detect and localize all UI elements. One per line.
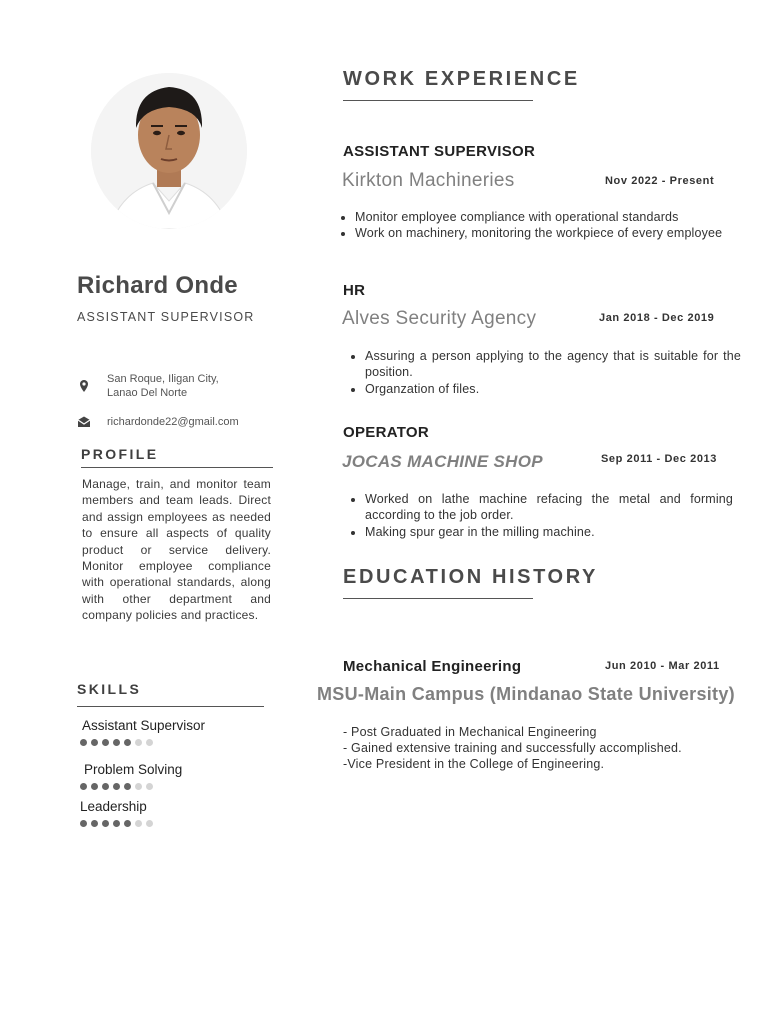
list-item: • Monitor employee compliance with operational standards — [355, 209, 733, 225]
rating-dot-filled — [91, 820, 98, 827]
rating-dot-empty — [146, 783, 153, 790]
job-bullets — [353, 491, 733, 540]
skill-rating — [80, 739, 153, 746]
rating-dot-filled — [91, 783, 98, 790]
education-dates: Jun 2010 - Mar 2011 — [605, 660, 720, 672]
person-title: ASSISTANT SUPERVISOR — [77, 310, 255, 324]
address-line-1: San Roque, Iligan City, — [107, 373, 219, 385]
rating-dot-filled — [102, 739, 109, 746]
email-link[interactable]: richardonde22@gmail.com — [107, 416, 239, 428]
address-line-2: Lanao Del Norte — [107, 387, 188, 399]
skill-item — [82, 718, 205, 733]
rating-dot-filled — [91, 739, 98, 746]
rating-dot-filled — [113, 783, 120, 790]
job-dates: Jan 2018 - Dec 2019 — [599, 312, 715, 324]
rating-dot-filled — [102, 783, 109, 790]
rating-dot-filled — [124, 739, 131, 746]
map-pin-icon — [77, 379, 91, 398]
list-item: • Work on machinery, monitoring the workpiece of every employee — [355, 225, 733, 241]
skill-name: Problem Solving — [84, 762, 183, 777]
education-heading: EDUCATION HISTORY — [343, 566, 598, 588]
education-detail-line: - Gained extensive training and successfully accomplished. — [343, 741, 682, 756]
rating-dot-empty — [135, 739, 142, 746]
job-title: ASSISTANT SUPERVISOR — [343, 143, 536, 160]
rating-dot-filled — [80, 739, 87, 746]
skill-name: Assistant Supervisor — [82, 718, 206, 733]
skills-divider — [77, 706, 264, 707]
job-title: HR — [343, 282, 366, 299]
list-item: • Worked on lathe machine refacing the metal and forming according to the job order. — [365, 491, 733, 524]
skill-rating — [80, 820, 153, 827]
profile-divider — [81, 467, 273, 468]
rating-dot-empty — [135, 820, 142, 827]
job-bullets — [353, 348, 741, 397]
school-name: MSU-Main Campus (Mindanao State University) — [317, 684, 735, 704]
skill-item — [84, 762, 182, 777]
list-item: • Assuring a person applying to the agency that is suitable for the position. — [365, 348, 741, 381]
rating-dot-empty — [146, 820, 153, 827]
rating-dot-empty — [135, 783, 142, 790]
work-experience-heading: WORK EXPERIENCE — [343, 68, 580, 90]
company-name: Alves Security Agency — [342, 308, 537, 329]
rating-dot-empty — [146, 739, 153, 746]
education-details — [343, 724, 682, 773]
job-title: OPERATOR — [343, 424, 430, 441]
job-dates: Nov 2022 - Present — [605, 175, 715, 187]
rating-dot-filled — [124, 783, 131, 790]
rating-dot-filled — [80, 783, 87, 790]
list-item: • Making spur gear in the milling machine. — [365, 524, 733, 540]
rating-dot-filled — [124, 820, 131, 827]
profile-photo — [91, 73, 247, 229]
company-name: Kirkton Machineries — [342, 170, 515, 191]
envelope-icon — [77, 415, 91, 434]
list-item: • Organzation of files. — [365, 381, 741, 397]
rating-dot-filled — [80, 820, 87, 827]
education-detail-line: -Vice President in the College of Engineering. — [343, 757, 605, 772]
skill-item — [80, 799, 147, 814]
job-dates: Sep 2011 - Dec 2013 — [601, 453, 717, 465]
education-divider — [343, 598, 533, 599]
rating-dot-filled — [102, 820, 109, 827]
job-bullets — [343, 209, 733, 242]
person-name: Richard Onde — [77, 272, 238, 299]
skill-rating — [80, 783, 153, 790]
address — [107, 372, 219, 400]
company-name: JOCAS MACHINE SHOP — [342, 452, 543, 471]
degree-title: Mechanical Engineering — [343, 658, 522, 675]
education-detail-line: - Post Graduated in Mechanical Engineering — [343, 725, 597, 739]
rating-dot-filled — [113, 820, 120, 827]
profile-text: Manage, train, and monitor team members and team leads. Direct and assign employees as needed to ensure all aspects of quality product or service delivery. Monitor employee compliance with operational standards, along with other department and company policies and practices. — [82, 477, 271, 623]
work-divider — [343, 100, 533, 101]
portrait-image — [91, 73, 247, 229]
skills-heading: SKILLS — [77, 681, 142, 697]
skill-name: Leadership — [80, 799, 147, 814]
profile-heading: PROFILE — [81, 446, 159, 462]
rating-dot-filled — [113, 739, 120, 746]
